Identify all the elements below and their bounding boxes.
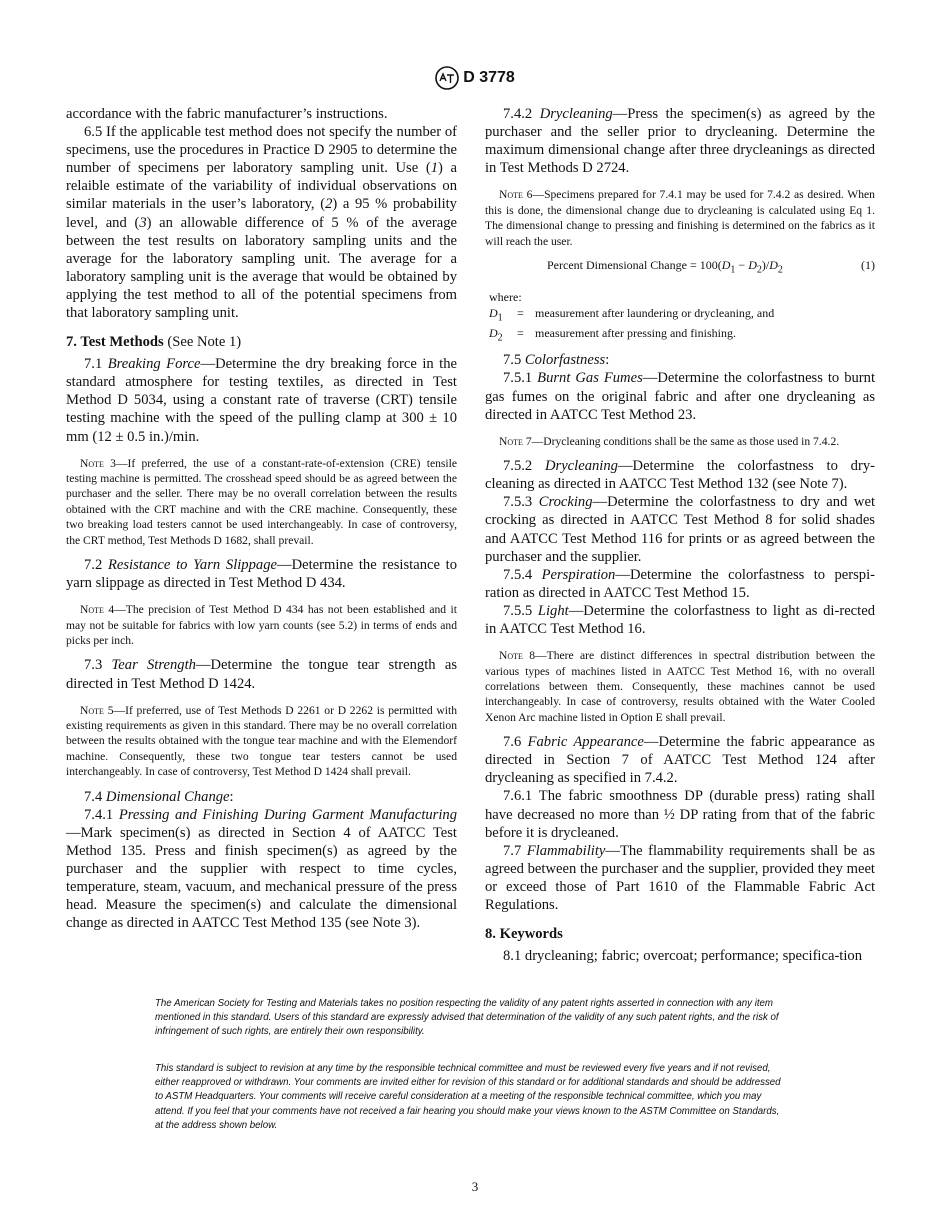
definition-d2: $D_2$ = measurement after pressing and finishing. (489, 325, 736, 343)
document-id: D 3778 (463, 69, 515, 86)
paragraph-7-4-2: 7.4.2 Drycleaning—Press the specimen(s) as agreed by the purchaser and the seller prior to drycleaning. Determine the maximum dimensional change after three drycleanings as directed in Test Methods D 2724. (485, 106, 875, 177)
note-6: Note 6—Specimens prepared for 7.4.1 may be used for 7.4.2 as desired. When this is done, the dimensional change due to drycleaning is calculated using Eq 1. The dimensional change to pressing and finishing is determined on the fabrics as it will reach the user. (485, 188, 875, 248)
paragraph-7-3: 7.3 Tear Strength—Determine the tongue tear strength as directed in Test Method D 1424. (66, 657, 457, 692)
where-block: where: $D_1$ = measurement after laundering or drycleaning, and $D_2$ = measurement after pressing and finishing. (489, 290, 875, 345)
paragraph-7-5: 7.5 Colorfastness: (503, 352, 610, 369)
paragraph-continuation: accordance with the fabric manufacturer’s instructions. (66, 106, 388, 122)
paragraph-7-5-4: 7.5.4 Perspiration—Determine the colorfastness to perspi-ration as directed in AATCC Test Method 15. (485, 566, 875, 601)
paragraph-6-5: 6.5 If the applicable test method does not specify the number of specimens, use the procedures in Practice D 2905 to determine the number of specimens per laboratory sampling unit. Use (1) a relaible estimate of the variability of individual observations on similar materials in the user’s laboratory, (2) a 95 % probability level, and (3) an allowable difference of 5 % of the average between the test results on laboratory sampling units and the average for the laboratory sampling unit. The average for a laboratory sampling unit is the average that would be obtained by applying the test method to all of the potential specimens from that laboratory sampling unit. (66, 124, 457, 322)
equation-number: (1) (861, 258, 875, 272)
definition-d1: $D_1$ = measurement after laundering or drycleaning, and (489, 305, 775, 324)
paragraph-7-1: 7.1 Breaking Force—Determine the dry breaking force in the standard atmosphere for testing textiles, as directed in Test Method D 5034, using a constant rate of traverse (CRT) tensile testing machine with the speed of the pulling clamp at 300 ± 10 mm (12 ± 0.5 in.)/min. (66, 356, 457, 445)
note-8: Note 8—There are distinct differences in spectral distribution between the various types of machines listed in AATCC Test Method 16, with no overall correlations between them. Consequently, these machines cannot be used interchangeably. In case of controversy, results obtained with the Water Cooled Xenon Arc machine listed in Option E shall prevail. (485, 649, 875, 724)
right-column (485, 105, 875, 965)
note-3: Note 3—If preferred, the use of a constant-rate-of-extension (CRE) tensile testing machine is permitted. The crosshead speed should be as agreed between the purchaser and the seller. There may be no overall correlation between the results obtained with the CRT machine and with the CRE machine. Consequently, these two breaking load testers cannot be used interchangeably. In case of controversy, the CRT method, Test Methods D 1682, shall prevail. (66, 456, 457, 547)
section-7-heading: 7. Test Methods (See Note 1) (66, 334, 242, 351)
note-5: Note 5—If preferred, use of Test Methods D 2261 or D 2262 is permitted with existing requirements as given in this standard. There may be no overall correlation between the results obtained with the tongue tear machine and with the Elemendorf machine. Consequently, these two tongue tear testers cannot be used interchangeably. In case of controversy, Test Method D 1424 shall prevail. (66, 703, 457, 779)
page-header (0, 66, 950, 90)
paragraph-7-4-1: 7.4.1 Pressing and Finishing During Garment Manufacturing—Mark specimen(s) as directed in Section 4 of AATCC Test Method 135. Press and finish specimen(s) as agreed by the purchaser and the supplier with respect to time cycles, temperature, steam, vacuum, and mechanical pressure of the press head. Measure the specimen(s) and calculate the dimensional change as directed in AATCC Test Method 135 (see Note 3). (66, 806, 457, 932)
paragraph-7-4: 7.4 Dimensional Change: (84, 788, 234, 805)
section-8-heading: 8. Keywords (485, 926, 563, 943)
paragraph-7-6-1: 7.6.1 The fabric smoothness DP (durable press) rating shall have decreased no more than ½ DP rating from that of the fabric before it is drycleaned. (485, 788, 875, 841)
patent-disclaimer: The American Society for Testing and Materials takes no position respecting the validity of any patent rights asserted in connection with any item mentioned in this standard. Users of this standard are expressly advised that determination of the validity of any such patent rights, and the risk of infringement of such rights, are entirely their own responsibility. (155, 998, 779, 1038)
page-number: 3 (471, 1179, 479, 1194)
paragraph-7-5-2: 7.5.2 Drycleaning—Determine the colorfastness to dry-cleaning as directed in AATCC Test Method 132 (see Note 7). (485, 458, 875, 493)
left-column (66, 105, 457, 932)
revision-notice: This standard is subject to revision at any time by the responsible technical committee and must be reviewed every five years and if not revised, either reapproved or withdrawn. Your comments are invited either for revision of this standard or for additional standards and should be addressed to ASTM Headquarters. Your comments will receive careful consideration at a meeting of the responsible technical committee, which you may attend. If you feel that your comments have not received a fair hearing you should make your views known to the ASTM Committee on Standards, at the address shown below. (155, 1063, 781, 1131)
astm-logo-icon (435, 66, 459, 90)
equation-1: Percent Dimensional Change = $100(D_1 - D_2)/D_2$ (1) (485, 257, 875, 278)
paragraph-8-1: 8.1 drycleaning; fabric; overcoat; performance; specifica-tion (503, 948, 863, 965)
paragraph-7-5-5: 7.5.5 Light—Determine the colorfastness to light as di-rected in AATCC Test Method 16. (485, 602, 875, 638)
paragraph-7-6: 7.6 Fabric Appearance—Determine the fabric appearance as directed in Section 7 of AATCC Test Method 124 after drycleaning as specified in 7.4.2. (485, 734, 875, 787)
note-7: Note 7—Drycleaning conditions shall be the same as those used in 7.4.2. (499, 434, 840, 448)
paragraph-7-5-3: 7.5.3 Crocking—Determine the colorfastness to dry and wet crocking as directed in AATCC Test Method 8 for solid shades and AATCC Test Method 116 for prints or as agreed between the purchaser and the supplier. (485, 494, 875, 565)
paragraph-7-5-1: 7.5.1 Burnt Gas Fumes—Determine the colorfastness to burnt gas fumes on the original fabric and after one drycleaning as directed in AATCC Test Method 23. (485, 370, 875, 423)
note-4: Note 4—The precision of Test Method D 434 has not been established and it may not be suitable for fabrics with low yarn counts (see 5.2) in terms of ends and picks per inch. (66, 603, 457, 648)
paragraph-7-7: 7.7 Flammability—The flammability requirements shall be as agreed between the purchaser and the supplier, provided they meet or exceed those of Part 1610 of the Flammable Fabric Act Regulations. (485, 842, 875, 913)
paragraph-7-2: 7.2 Resistance to Yarn Slippage—Determine the resistance to yarn slippage as directed in Test Method D 434. (66, 557, 458, 592)
